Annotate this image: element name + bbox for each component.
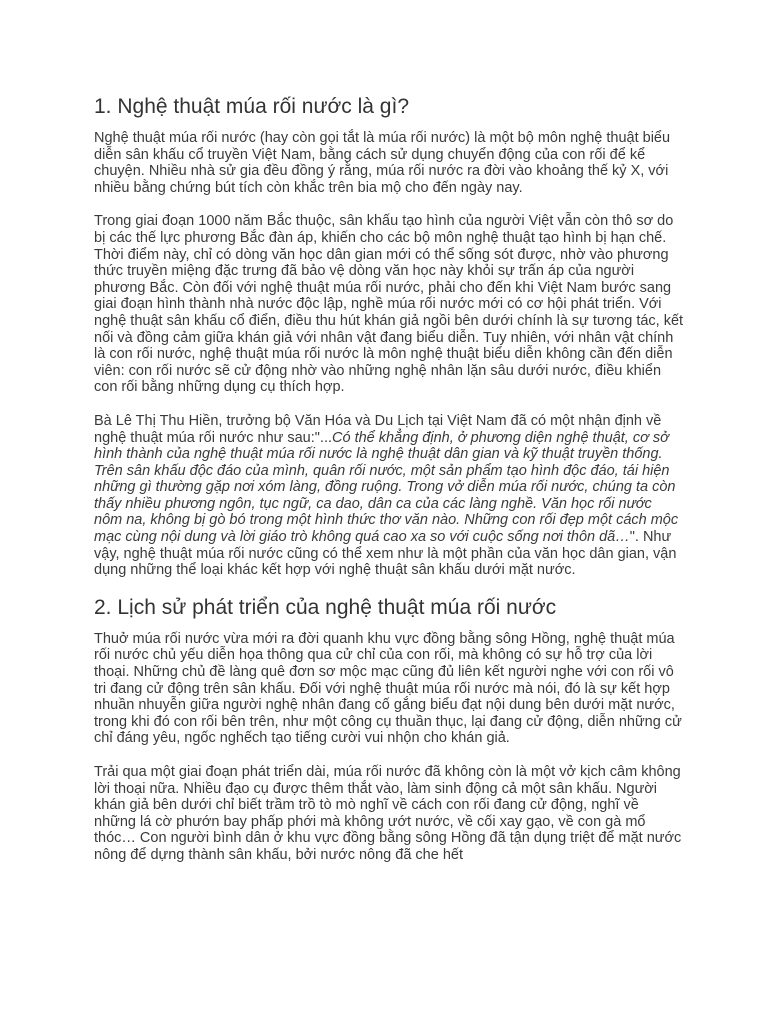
- paragraph-intro: Nghệ thuật múa rối nước (hay còn gọi tắt là múa rối nước) là một bộ môn nghệ thuật biểu diễn sân khấu cổ truyền Việt Nam, bằng cách sử dụng chuyển động của con rối để kể chuyện. Nhiều nhà sử gia đều đồng ý rằng, múa rối nước ra đời vào khoảng thế kỷ X, với nhiều bằng chứng bút tích còn khắc trên bia mộ cho đến ngày nay.: [94, 130, 671, 196]
- paragraph-development: Trải qua một giai đoạn phát triển dài, múa rối nước đã không còn là một vở kịch câm không lời thoại nữa. Nhiều đạo cụ được thêm thắt vào, làm sinh động cả một sân khấu. Người khán giả bên dưới chỉ biết trầm trồ tò mò nghĩ về cách con rối đang cử động, nghĩ về những lá cờ phướn bay phấp phới mà không ướt nước, về cối xay gạo, về con gà mổ thóc… Con người bình dân ở khu vực đồng bằng sông Hồng đã tận dụng triệt để mặt nước nông để dựng thành sân khấu, bởi nước nông đã che hết: [94, 764, 682, 863]
- quote-italic-text: Có thể khẳng định, ở phương diện nghệ thuật, cơ sở hình thành của nghệ thuật múa rối nước là nghệ thuật dân gian và kỹ thuật truyền thống. Trên sân khấu độc đáo của mình, quân rối nước, một sản phẩm tạo hình độc đáo, tái hiện những gì thường gặp nơi xóm làng, đồng ruộng. Trong vở diễn múa rối nước, chúng ta còn thấy nhiều phương ngôn, tục ngữ, ca dao, dân ca của các làng nghề. Văn học rối nước nôm na, không bị gò bó trong một hình thức thơ văn nào. Những con rối đẹp một cách mộc mạc cùng nội dung và lời giáo trò không quá cao xa so với cuộc sống nơi thôn dã…: [94, 429, 679, 546]
- section-heading-2: 2. Lịch sử phát triển của nghệ thuật múa rối nước: [94, 595, 557, 619]
- paragraph-quote: [94, 413, 684, 579]
- quote-conclusion: ". Như vậy, nghệ thuật múa rối nước cũng có thể xem như là một phần của văn học dân gian, vận dụng những thể loại khác kết hợp với nghệ thuật sân khấu dưới mặt nước.: [94, 529, 677, 579]
- paragraph-history-bac-thuoc: Trong giai đoạn 1000 năm Bắc thuộc, sân khấu tạo hình của người Việt vẫn còn thô sơ do bị các thế lực phương Bắc đàn áp, khiến cho các bộ môn nghệ thuật tạo hình bị hạn chế. Thời điểm này, chỉ có dòng văn học dân gian mới có thể sống sót được, nhờ vào phương thức truyền miệng đặc trưng đã bảo vệ dòng văn học này khỏi sự trấn áp của người phương Bắc. Còn đối với nghệ thuật múa rối nước, phải cho đến khi Việt Nam bước sang giai đoạn hình thành nhà nước độc lập, nghề múa rối nước mới có cơ hội phát triển. Với nghệ thuật sân khấu cổ điển, điều thu hút khán giả ngồi bên dưới chính là sự tương tác, kết nối và đồng cảm giữa khán giả với nhân vật đang biểu diễn. Tuy nhiên, với nhân vật chính là con rối nước, nghệ thuật múa rối nước là môn nghệ thuật biểu diễn không cần đến diễn viên: con rối nước sẽ cử động nhờ vào những nghệ nhân lặn sâu dưới nước, điều khiển con rối bằng những dụng cụ thích hợp.: [94, 213, 684, 396]
- quote-lead-in: Bà Lê Thị Thu Hiền, trưởng bộ Văn Hóa và Du Lịch tại Việt Nam đã có một nhận định về nghệ thuật múa rối nước như sau:"...: [94, 412, 662, 446]
- paragraph-early-period: Thuở múa rối nước vừa mới ra đời quanh khu vực đồng bằng sông Hồng, nghệ thuật múa rối nước chủ yếu diễn họa thông qua cử chỉ của con rối, mà không có sự hỗ trợ của lời thoại. Những chủ đề làng quê đơn sơ mộc mạc cũng đủ liên kết người nghe với con rối vô tri đang cử động trên sân khấu. Đối với nghệ thuật múa rối nước mà nói, đó là sự kết hợp nhuần nhuyễn giữa người nghệ nhân đang cố gắng biểu đạt nội dung bên dưới mặt nước, trong khi đó con rối bên trên, như một công cụ thuần thục, lại đang cử động, diễn những cử chỉ đáng yêu, ngốc nghếch tạo tiếng cười vui nhộn cho khán giả.: [94, 630, 682, 747]
- article-body: [94, 94, 684, 864]
- section-heading-1: 1. Nghệ thuật múa rối nước là gì?: [94, 95, 409, 118]
